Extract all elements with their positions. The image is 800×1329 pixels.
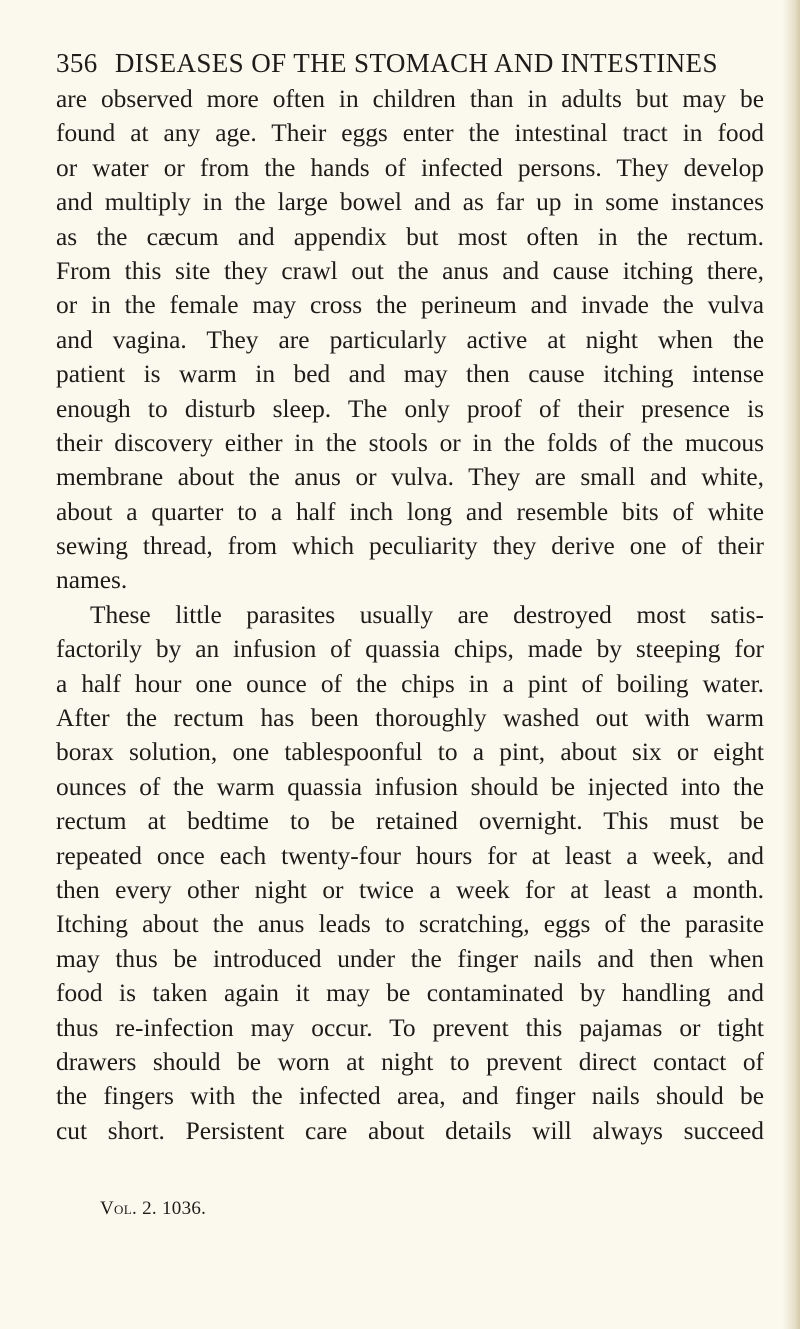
text-line: or water or from the hands of infected persons. They develop [56,153,764,182]
running-head [56,48,718,79]
paragraph [56,82,764,598]
text-line: and multiply in the large bowel and as far up in some instances [56,188,764,217]
page-number: 356 [56,48,98,78]
text-line: ounces of the warm quassia infusion should be injected into the [56,772,764,801]
printer-signature [100,1198,206,1220]
text-line: food is taken again it may be contaminated by handling and [56,979,764,1008]
text-line: membrane about the anus or vulva. They are small and white, [56,463,764,492]
text-line: After the rectum has been thoroughly washed out with warm [56,704,764,733]
text-line: names. [56,566,128,595]
page-edge-shadow [782,0,800,1329]
text-line: borax solution, one tablespoonful to a pint, about six or eight [56,738,764,767]
text-line: their discovery either in the stools or in the folds of the mucous [56,428,764,457]
text-line: drawers should be worn at night to prevent direct contact of [56,1047,764,1076]
text-line: thus re-infection may occur. To prevent this pajamas or tight [56,1013,764,1042]
text-line: found at any age. Their eggs enter the intestinal tract in food [56,119,764,148]
text-line: then every other night or twice a week for at least a month. [56,875,764,904]
body-text [56,82,764,1148]
text-line: sewing thread, from which peculiarity they derive one of their [56,532,764,561]
text-line: about a quarter to a half inch long and resemble bits of white [56,497,764,526]
text-line: rectum at bedtime to be retained overnight. This must be [56,807,764,836]
text-line: may thus be introduced under the finger nails and then when [56,944,764,973]
text-line: or in the female may cross the perineum and invade the vulva [56,291,764,320]
text-line: and vagina. They are particularly active at night when the [56,325,764,354]
text-line: cut short. Persistent care about details will always succeed [56,1116,764,1145]
text-line: as the cæcum and appendix but most often in the rectum. [56,222,764,251]
text-line: a half hour one ounce of the chips in a pint of boiling water. [56,669,764,698]
text-line: are observed more often in children than in adults but may be [56,85,764,113]
text-line: patient is warm in bed and may then cause itching intense [56,360,764,389]
text-line: enough to disturb sleep. The only proof of their presence is [56,394,764,423]
text-line: factorily by an infusion of quassia chips, made by steeping for [56,635,764,664]
running-title: DISEASES OF THE STOMACH AND INTESTINES [114,48,718,78]
signature-number: 2. 1036. [142,1198,207,1219]
text-line: From this site they crawl out the anus and cause itching there, [56,256,764,285]
text-line: These little parasites usually are destroyed most satis- [90,600,764,629]
text-line: Itching about the anus leads to scratching, eggs of the parasite [56,910,764,939]
text-line: repeated once each twenty-four hours for at least a week, and [56,841,764,870]
text-line: the fingers with the infected area, and finger nails should be [56,1082,764,1111]
signature-volume: Vol. [100,1198,138,1219]
paragraph [56,598,764,1148]
